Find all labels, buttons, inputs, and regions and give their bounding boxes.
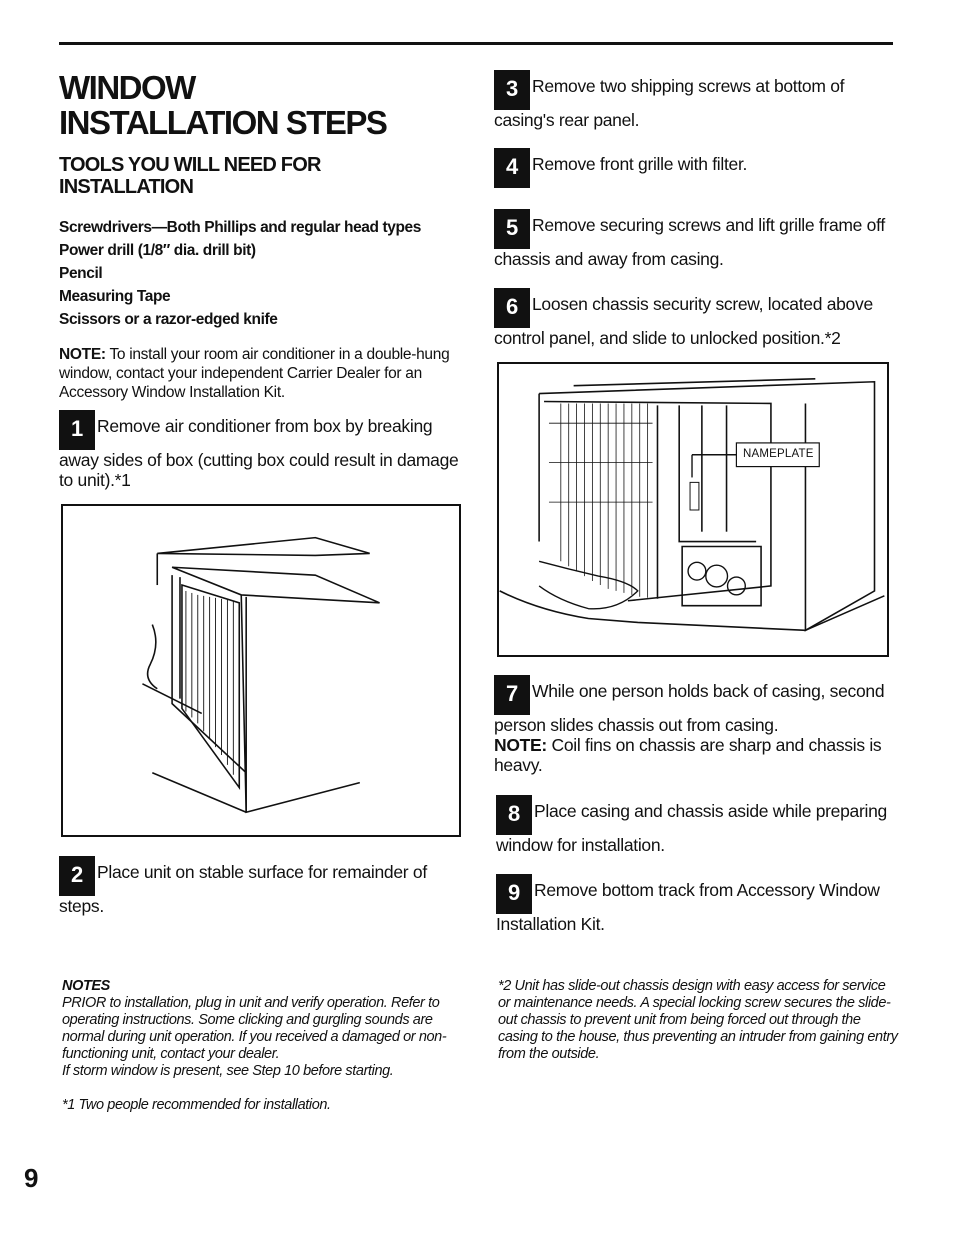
step-5 bbox=[494, 209, 894, 269]
notes-header: NOTES bbox=[62, 978, 110, 994]
tool-item: Scissors or a razor-edged knife bbox=[59, 311, 278, 328]
figure-unit-in-box bbox=[61, 504, 461, 837]
step-8 bbox=[496, 795, 896, 855]
page-title: WINDOW INSTALLATION STEPS bbox=[59, 69, 387, 141]
step-4 bbox=[494, 148, 894, 188]
nameplate-label: NAMEPLATE bbox=[743, 448, 814, 460]
tool-item: Pencil bbox=[59, 265, 103, 282]
step-text: Remove bottom track from Accessory Window Installation Kit. bbox=[496, 880, 880, 934]
step-number-badge: 5 bbox=[494, 209, 530, 249]
tool-item: Measuring Tape bbox=[59, 288, 171, 305]
note-label: NOTE: bbox=[59, 346, 106, 363]
left-column bbox=[59, 70, 459, 402]
step-text: While one person holds back of casing, second person slides chassis out from casing. bbox=[494, 681, 885, 735]
step-1 bbox=[59, 410, 459, 490]
note-text: To install your room air conditioner in a double-hung window, contact your independent Carrier Dealer for an Accessory Window Installation Kit. bbox=[59, 346, 450, 401]
step-number-badge: 4 bbox=[494, 148, 530, 188]
step-number-badge: 6 bbox=[494, 288, 530, 328]
step-3 bbox=[494, 70, 894, 130]
step-number-badge: 1 bbox=[59, 410, 95, 450]
unit-in-box-illustration bbox=[63, 506, 459, 835]
step-text: Place unit on stable surface for remainder of steps. bbox=[59, 862, 427, 916]
step-6 bbox=[494, 288, 894, 348]
footnote-2: *2 Unit has slide-out chassis design with easy access for service or maintenance needs. A special locking screw secures the slide-out chassis to prevent unit from being forced out through the casing to the house, thus preventing an intruder from gaining entry from the outside. bbox=[498, 978, 898, 1062]
step-9 bbox=[496, 874, 896, 934]
step-text: Remove front grille with filter. bbox=[532, 154, 748, 174]
tools-heading: TOOLS YOU WILL NEED FOR INSTALLATION bbox=[59, 154, 321, 198]
page-number: 9 bbox=[24, 1163, 39, 1193]
tool-item: Screwdrivers—Both Phillips and regular head types bbox=[59, 219, 421, 236]
tool-item: Power drill (1/8″ dia. drill bit) bbox=[59, 242, 256, 259]
step-7 bbox=[494, 675, 894, 775]
step-text: Remove two shipping screws at bottom of casing's rear panel. bbox=[494, 76, 845, 130]
step-note-text: Coil fins on chassis are sharp and chassis is heavy. bbox=[494, 735, 882, 775]
step-number-badge: 9 bbox=[496, 874, 532, 914]
footnote-1: *1 Two people recommended for installation. bbox=[62, 1097, 331, 1113]
step-number-badge: 7 bbox=[494, 675, 530, 715]
notes-line: PRIOR to installation, plug in unit and verify operation. Refer to operating instructions. Some clicking and gurgling sounds are normal during unit operation. If you received a damaged or non-functioning unit, contact your dealer. bbox=[62, 995, 447, 1062]
chassis-illustration bbox=[499, 364, 887, 655]
notes-block bbox=[62, 978, 462, 1080]
figure-chassis-screw bbox=[497, 362, 889, 657]
notes-line: If storm window is present, see Step 10 before starting. bbox=[62, 1063, 394, 1079]
top-rule bbox=[59, 42, 893, 45]
step-text: Remove air conditioner from box by breaking away sides of box (cutting box could result in damage to unit).*1 bbox=[59, 416, 459, 490]
step-2 bbox=[59, 856, 459, 916]
step-number-badge: 8 bbox=[496, 795, 532, 835]
step-number-badge: 2 bbox=[59, 856, 95, 896]
step-text: Loosen chassis security screw, located above control panel, and slide to unlocked position.*2 bbox=[494, 294, 873, 348]
kit-note bbox=[59, 345, 459, 402]
step-note-label: NOTE: bbox=[494, 735, 547, 755]
step-text: Remove securing screws and lift grille frame off chassis and away from casing. bbox=[494, 215, 885, 269]
step-text: Place casing and chassis aside while preparing window for installation. bbox=[496, 801, 887, 855]
step-number-badge: 3 bbox=[494, 70, 530, 110]
